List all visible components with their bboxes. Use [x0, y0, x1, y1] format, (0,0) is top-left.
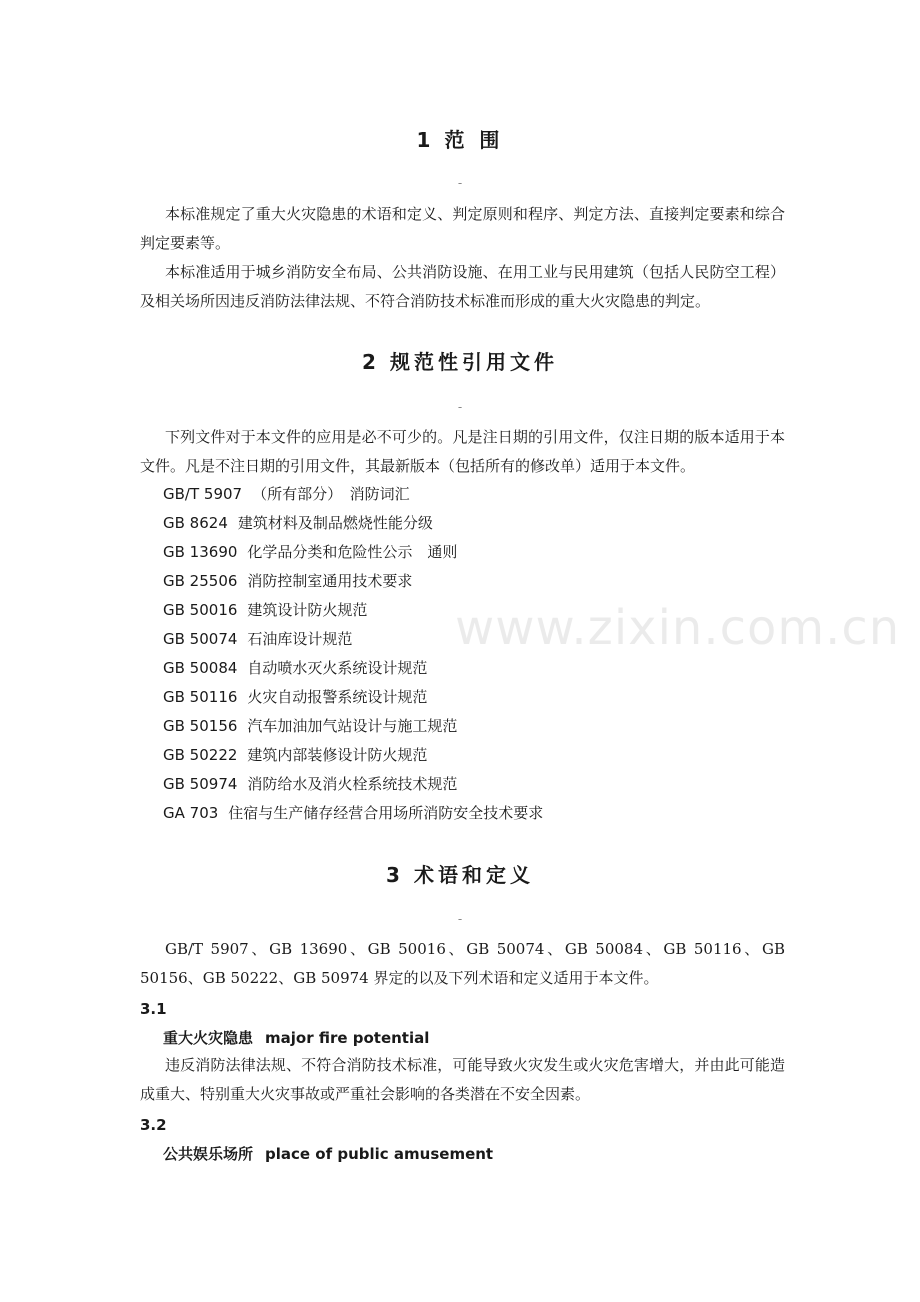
watermark: www.zixin.com.cn: [455, 600, 901, 656]
reference-title: 消防给水及消火栓系统技术规范: [247, 775, 458, 793]
section-2-separator: -: [457, 400, 463, 414]
section-1-paragraph-2: 本标准适用于城乡消防安全布局、公共消防设施、在用工业与民用建筑（包括人民防空工程）及相关场所因违反消防法律法规、不符合消防技术标准而形成的重大火灾隐患的判定。: [140, 263, 785, 310]
reference-code: GB 25506: [163, 572, 238, 590]
term-chinese: 公共娱乐场所: [163, 1145, 254, 1163]
reference-code: GB 50222: [163, 746, 238, 764]
reference-title: 住宿与生产储存经营合用场所消防安全技术要求: [228, 804, 544, 822]
reference-item: [163, 716, 457, 736]
reference-item: [163, 687, 427, 707]
section-1-separator: -: [457, 176, 463, 190]
reference-code: GA 703: [163, 804, 219, 822]
section-3-separator: -: [457, 912, 463, 926]
reference-item: [163, 629, 352, 649]
reference-item: [163, 484, 410, 504]
reference-item: [163, 542, 457, 562]
reference-item: [163, 571, 412, 591]
reference-item: [163, 513, 433, 533]
reference-title: 建筑材料及制品燃烧性能分级: [237, 514, 433, 532]
reference-title: 消防控制室通用技术要求: [247, 572, 413, 590]
term-heading: [163, 1143, 493, 1164]
reference-item: [163, 774, 457, 794]
section-2-number: 2: [362, 350, 376, 374]
reference-title: 汽车加油加气站设计与施工规范: [247, 717, 458, 735]
section-3-number: 3: [386, 863, 400, 887]
section-2-heading: [0, 346, 920, 375]
reference-title: 建筑内部装修设计防火规范: [247, 746, 428, 764]
reference-title: 石油库设计规范: [247, 630, 353, 648]
reference-title: 火灾自动报警系统设计规范: [247, 688, 428, 706]
section-1-title: 范 围: [444, 128, 504, 152]
reference-code: GB 50074: [163, 630, 238, 648]
reference-code: GB 13690: [163, 543, 238, 561]
reference-item: [163, 658, 427, 678]
reference-title: 建筑设计防火规范: [247, 601, 368, 619]
section-3-intro: GB/T 5907、GB 13690、GB 50016、GB 50074、GB 50084、GB 50116、GB 50156、GB 50222、GB 50974 界定的以及下列术语和定义适用于本文件。: [140, 940, 785, 987]
reference-code: GB 50084: [163, 659, 238, 677]
section-3-heading: [0, 859, 920, 888]
clause-number: 3.2: [140, 1116, 167, 1134]
clause-number: 3.1: [140, 1000, 167, 1018]
reference-code: GB 50156: [163, 717, 238, 735]
term-english: place of public amusement: [265, 1145, 494, 1163]
section-2-title: 规范性引用文件: [389, 350, 558, 374]
reference-code: GB 8624: [163, 514, 228, 532]
reference-item: [163, 803, 543, 823]
section-2-intro: 下列文件对于本文件的应用是必不可少的。凡是注日期的引用文件，仅注日期的版本适用于本文件。凡是不注日期的引用文件，其最新版本（包括所有的修改单）适用于本文件。: [140, 428, 785, 475]
reference-title: 自动喷水灭火系统设计规范: [247, 659, 428, 677]
section-1-number: 1: [416, 128, 431, 152]
term-chinese: 重大火灾隐患: [163, 1029, 254, 1047]
section-3-title: 术语和定义: [413, 863, 534, 887]
reference-code: GB/T 5907: [163, 485, 243, 503]
term-heading: [163, 1027, 429, 1048]
section-1-paragraph-1: 本标准规定了重大火灾隐患的术语和定义、判定原则和程序、判定方法、直接判定要素和综合判定要素等。: [140, 205, 785, 252]
term-definition: 违反消防法律法规、不符合消防技术标准，可能导致火灾发生或火灾危害增大，并由此可能造成重大、特别重大火灾事故或严重社会影响的各类潜在不安全因素。: [140, 1056, 785, 1103]
reference-code: GB 50016: [163, 601, 238, 619]
reference-item: [163, 745, 427, 765]
reference-code: GB 50116: [163, 688, 238, 706]
section-1-heading: [0, 124, 920, 153]
reference-title: 化学品分类和危险性公示 通则: [247, 543, 458, 561]
term-english: major fire potential: [265, 1029, 430, 1047]
reference-title: （所有部分） 消防词汇: [252, 485, 410, 503]
reference-item: [163, 600, 367, 620]
reference-code: GB 50974: [163, 775, 238, 793]
